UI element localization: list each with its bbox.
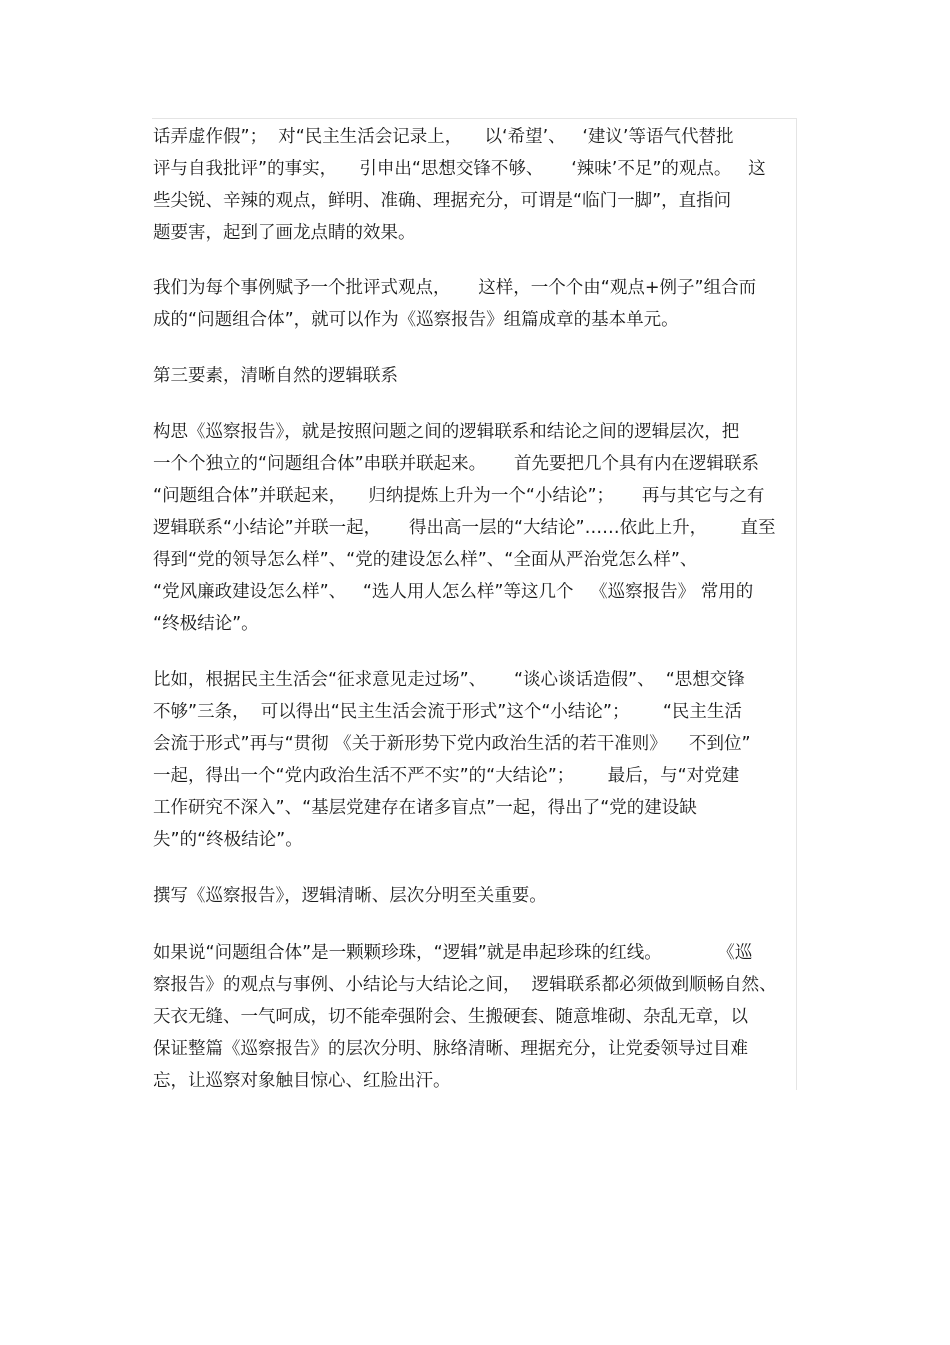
paragraph-2	[153, 272, 813, 336]
paragraph-line: 一个个独立的“问题组合体”串联并联起来。 首先要把几个具有内在逻辑联系	[153, 454, 759, 474]
paragraph-line: 不够”三条， 可以得出“民主生活会流于形式”这个“小结论”； “民主生活	[153, 702, 742, 722]
paragraph-line: 工作研究不深入”、“基层党建存在诸多盲点”一起，得出了“党的建设缺	[153, 798, 697, 818]
paragraph-3	[153, 416, 813, 640]
paragraph-6	[153, 937, 813, 1097]
paragraph-1	[153, 121, 813, 249]
paragraph-line: 一起，得出一个“党内政治生活不严不实”的“大结论”； 最后，与“对党建	[153, 766, 740, 786]
paragraph-line: 我们为每个事例赋予一个批评式观点， 这样，一个个由“观点+例子”组合而	[153, 278, 757, 298]
paragraph-line: 会流于形式”再与“贯彻 《关于新形势下党内政治生活的若干准则》 不到位”	[153, 734, 751, 754]
paragraph-line: 逻辑联系“小结论”并联一起， 得出高一层的“大结论”……依此上升， 直至	[153, 518, 776, 538]
paragraph-line: 构思《巡察报告》，就是按照问题之间的逻辑联系和结论之间的逻辑层次，把	[153, 422, 740, 442]
paragraph-line: “问题组合体”并联起来， 归纳提炼上升为一个“小结论”； 再与其它与之有	[153, 486, 765, 506]
paragraph-line: 天衣无缝、一气呵成，切不能牵强附会、生搬硬套、随意堆砌、杂乱无章，以	[153, 1007, 748, 1027]
paragraph-5	[153, 880, 813, 912]
paragraph-line: 成的“问题组合体”，就可以作为《巡察报告》组篇成章的基本单元。	[153, 310, 679, 330]
paragraph-line: 话弄虚作假”； 对“民主生活会记录上， 以‘希望’、 ‘建议’等语气代替批	[153, 127, 734, 147]
paragraph-line: 评与自我批评”的事实， 引申出“思想交锋不够、 ‘辣味’不足”的观点。 这	[153, 159, 766, 179]
heading-line: 第三要素，清晰自然的逻辑联系	[153, 366, 398, 386]
paragraph-line: 察报告》的观点与事例、小结论与大结论之间， 逻辑联系都必须做到顺畅自然、	[153, 975, 777, 995]
paragraph-line: 比如，根据民主生活会“征求意见走过场”、 “谈心谈话造假”、 “思想交锋	[153, 670, 745, 690]
paragraph-line: 保证整篇《巡察报告》的层次分明、脉络清晰、理据充分，让党委领导过目难	[153, 1039, 748, 1059]
paragraph-line: 撰写《巡察报告》，逻辑清晰、层次分明至关重要。	[153, 886, 547, 906]
paragraph-line: 失”的“终极结论”。	[153, 830, 303, 850]
paragraph-line: “党风廉政建设怎么样”、 “选人用人怎么样”等这几个 《巡察报告》 常用的	[153, 582, 754, 602]
section-heading	[153, 360, 813, 392]
paragraph-line: 如果说“问题组合体”是一颗颗珍珠，“逻辑”就是串起珍珠的红线。 《巡	[153, 943, 753, 963]
paragraph-line: 题要害，起到了画龙点睛的效果。	[153, 223, 416, 243]
paragraph-line: 忘，让巡察对象触目惊心、红脸出汗。	[153, 1071, 451, 1091]
paragraph-line: 得到“党的领导怎么样”、“党的建设怎么样”、“全面从严治党怎么样”、	[153, 550, 698, 570]
paragraph-4	[153, 664, 813, 856]
paragraph-line: 些尖锐、辛辣的观点，鲜明、准确、理据充分，可谓是“临门一脚”，直指问	[153, 191, 732, 211]
paragraph-line: “终极结论”。	[153, 614, 259, 634]
